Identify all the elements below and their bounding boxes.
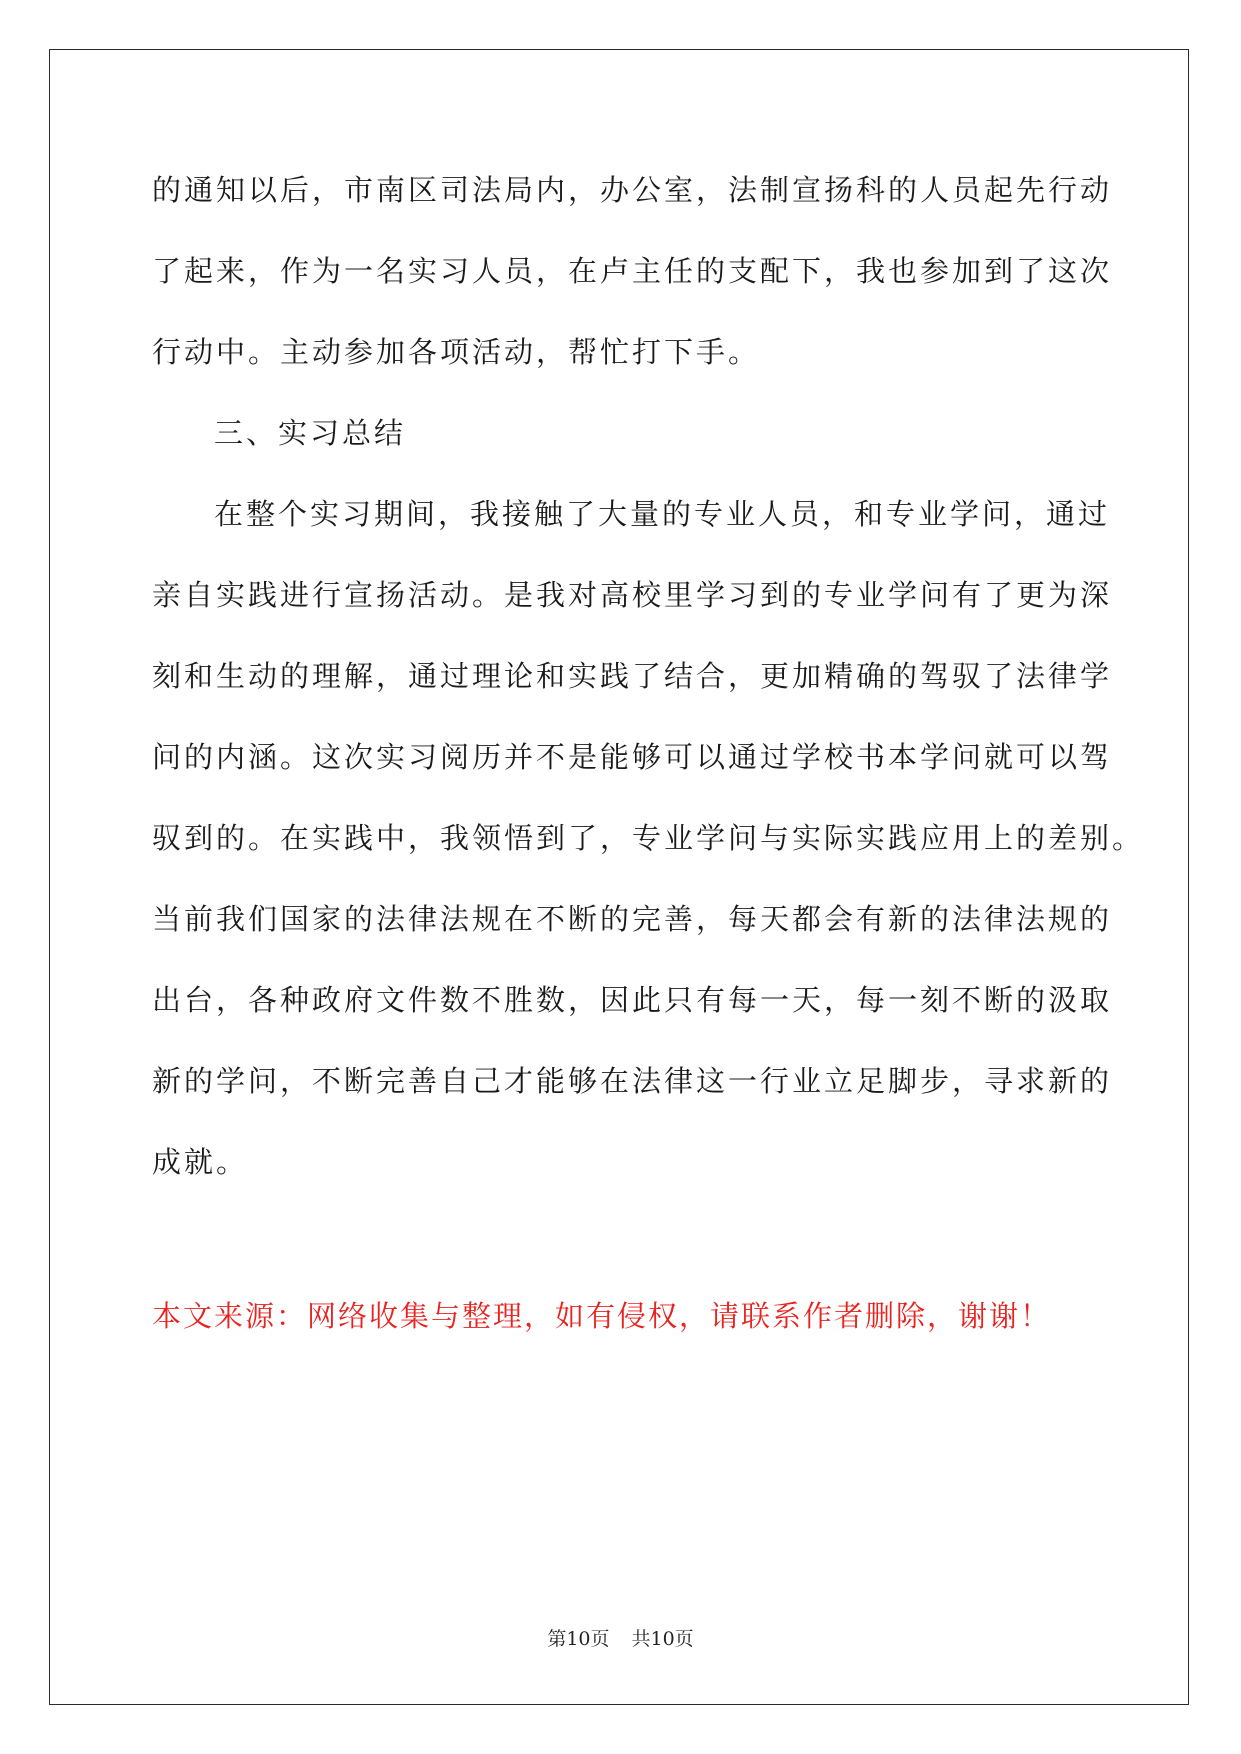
- text-line: 成就。: [152, 1145, 249, 1179]
- text-line: 在整个实习期间，我接触了大量的专业人员，和专业学问，通过: [214, 497, 1111, 531]
- page-footer: [0, 1624, 1241, 1651]
- text-line: 当前我们国家的法律法规在不断的完善，每天都会有新的法律法规的: [152, 902, 1113, 936]
- source-notice: 本文来源：网络收集与整理，如有侵权，请联系作者删除，谢谢！: [152, 1299, 1052, 1333]
- text-line: 出台，各种政府文件数不胜数，因此只有每一天，每一刻不断的汲取: [152, 983, 1113, 1017]
- text-line: 行动中。主动参加各项活动，帮忙打下手。: [152, 335, 761, 369]
- text-line: 新的学问，不断完善自己才能够在法律这一行业立足脚步，寻求新的: [152, 1064, 1113, 1098]
- document-body: [152, 150, 1145, 1203]
- text-line: 亲自实践进行宣扬活动。是我对高校里学习到的专业学问有了更为深: [152, 578, 1113, 612]
- text-line: 驭到的。在实践中，我领悟到了，专业学问与实际实践应用上的差别。: [152, 821, 1145, 855]
- page-total: 共10页: [631, 1628, 694, 1650]
- section-heading: 三、实习总结: [214, 416, 407, 450]
- text-line: 问的内涵。这次实习阅历并不是能够可以通过学校书本学问就可以驾: [152, 740, 1113, 774]
- text-line: 刻和生动的理解，通过理论和实践了结合，更加精确的驾驭了法律学: [152, 659, 1113, 693]
- text-line: 了起来，作为一名实习人员，在卢主任的支配下，我也参加到了这次: [152, 254, 1113, 288]
- text-line: 的通知以后，市南区司法局内，办公室，法制宣扬科的人员起先行动: [152, 173, 1113, 207]
- page-number: 第10页: [547, 1628, 610, 1650]
